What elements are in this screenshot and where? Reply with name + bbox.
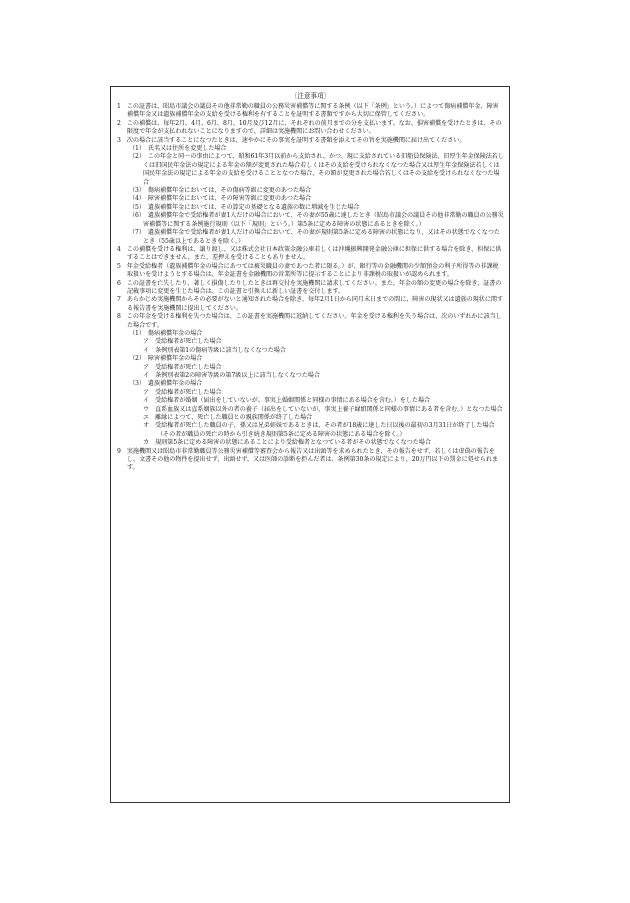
notice-line: 5 年金受給権者（遺族補償年金の場合にあつては被災職員の妻であつた者に限る。）が、銀行等の金融機関の少額預金の利子所得等の非課税取扱いを受けようとする場合は、年金証書を金融機関の営業所等に提示することにより非課税の取扱いが認められます。	[117, 262, 499, 279]
notice-line: （5） 遺族補償年金においては、その算定の基礎となる遺族の数に増減を生じた場合	[129, 203, 360, 211]
notice-line: 3 次の場合に該当することになつたときは、速やかにその事実を証明する書類を添えてその旨を実施機関に届け出てください。	[117, 136, 466, 144]
notice-line: イ 条例別表第2の障害等級の第7級以上に該当しなくなつた場合	[143, 372, 320, 379]
notice-line: 8 この年金を受ける権利を失つた場合は、この証書を実施機関に返納してください。年金を受ける権利を失う場合は、次のいずれかに該当した場合です。	[117, 313, 502, 329]
notice-line: （1） 傷病補償年金の場合	[129, 329, 203, 337]
notice-line: （3） 遺族補償年金の場合	[129, 380, 203, 388]
notice-line: 2 この補償は、毎年2月、4月、6月、8月、10月及び12月に、それぞれの前月までの分を支払います。なお、損害補償を受けたときは、その限度で年金が支払われないことになりますので、詳細は実施機関にお問い合わせください。	[117, 119, 502, 136]
notice-line: イ 条例別表第1の傷病等級に該当しなくなつた場合	[143, 346, 286, 354]
notice-line: ア 受給権者が死亡した場合	[143, 363, 222, 371]
notice-line: （2） この年金と同一の事由によつて、昭和61年3月以前から支給され、かつ、現に支給されている旧船員保険法、旧厚生年金保険法若しくは旧国民年金法の規定による年金の額が変更された場合若しくはその支給を受けられなくなつた場合又は厚生年金保険法若しくは国民年金法の規定による年金の支給を受けることとなつた場合、その額が変更された場合若しくはその支給を受けられなくなつた場合	[129, 153, 504, 186]
notice-line: 6 この証書を亡失したり、著しく損傷したりしたときは再交付を実施機関に請求してください。また、年金の額の変更の場合を除き、証書の記載事項に変更を生じた場合は、この証書と引換えに新しい証書を交付します。	[117, 279, 502, 295]
notice-line: カ 規則第5条に定める障害の状態にあることにより受給権者となつている者がその状態でなくなつた場合	[143, 439, 431, 447]
notice-line: （7） 遺族補償年金で受給権者が妻1人だけの場合において、その妻が規則第5条に定める障害の状態になり、又はその状態でなくなつたとき（55歳以上であるときを除く。）	[129, 229, 500, 245]
notice-line: 1 この証書は、昭島市議会の議員その他非常勤の職員の公務災害補償等に関する条例（以下「条例」という。）によつて傷病補償年金、障害補償年金又は遺族補償年金の支給を受ける権利を有することを証明する書類ですから大切に保管してください。	[117, 103, 499, 119]
notice-line: （1） 氏名又は住所を変更した場合	[129, 145, 227, 153]
notice-line: （3） 傷病補償年金においては、その傷病等級に変更のあつた場合	[129, 187, 312, 195]
notice-line: （6） 遺族補償年金で受給権者が妻1人だけの場合において、その妻が55歳に達したとき（昭島市議会の議員その他非常勤の職員の公務災害補償等に関する条例施行規則（以下「規則」という。）第5条に定める障害の状態にあるときを除く。）	[129, 212, 504, 228]
notice-line: （2） 障害補償年金の場合	[129, 355, 203, 363]
notice-line: イ 受給権者が婚姻（届出をしていないが、事実上婚姻関係と同様の事情にある場合を含む。）をした場合	[143, 397, 431, 405]
notice-line: ウ 直系血族又は直系姻族以外の者の養子（届出をしていないが、事実上養子縁組関係と同様の事情にある者を含む。）となつた場合	[143, 405, 503, 413]
notice-body	[117, 103, 504, 473]
notice-line: ア 受給権者が死亡した場合	[143, 388, 222, 396]
notice-line: ア 受給権者が死亡した場合	[143, 338, 222, 346]
notice-title: 〔注意事項〕	[290, 92, 331, 100]
notice-line: エ 離縁によつて、死亡した職員との親族関係が終了した場合	[143, 414, 313, 422]
notice-line: （4） 障害補償年金においては、その障害等級に変更のあつた場合	[129, 195, 312, 203]
notice-line: 4 この補償を受ける権利は、譲り渡し、又は株式会社日本政策金融公庫若しくは沖縄振興開発金融公庫に担保に供する場合を除き、担保に供することはできません。また、差押えを受けることもありません。	[117, 245, 502, 262]
notice-line: オ 受給権者が死亡した職員の子、孫又は兄弟姉妹であるときは、その者が18歳に達した日以後の最初の3月31日が終了した場合（その者が職員の死亡の時から引き続き規則第5条に定める障害の状態にある場合を除く。）	[143, 422, 495, 438]
notice-line: 7 あらかじめ実施機関からその必要がないと通知された場合を除き、毎年2月1日から同月末日までの間に、障害の現状又は遺族の現状に関する報告書を実施機関に提出してください。	[117, 296, 503, 312]
notice-line: 9 実施機関又は昭島市非常勤職員等公務災害補償等審査会から報告又は出頭等を求められたとき、その報告をせず、若しくは虚偽の報告をし、文書その他の物件を提出せず、出頭せず、又は医師の診断を拒んだ者は、条例第30条の規定により、20万円以下の罰金に処せられます。	[117, 447, 498, 472]
notice-box	[110, 86, 510, 803]
